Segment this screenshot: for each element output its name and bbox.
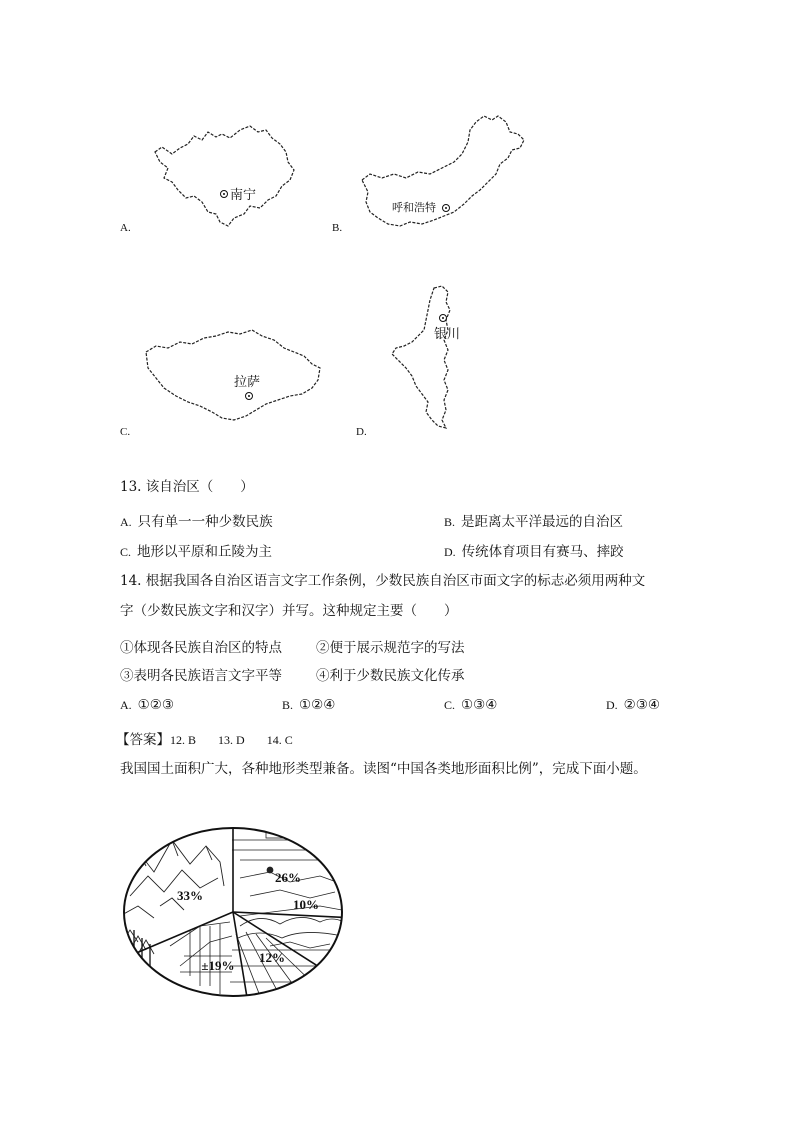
tibet-outline (146, 330, 320, 420)
map-option-d[interactable] (388, 284, 468, 434)
terrain-intro: 我国国土面积广大，各种地形类型兼备。读图“中国各类地形面积比例”，完成下面小题。 (120, 761, 647, 777)
q13-option-b[interactable]: B. 是距离太平洋最远的自治区 (444, 514, 624, 530)
q14-option-b[interactable]: B. ①②④ (282, 697, 336, 713)
city-label-a: 南宁 (230, 188, 257, 203)
pie-slice-divider-basin (233, 912, 247, 995)
q14-statement-3: ③表明各民族语言文字平等 (120, 668, 282, 684)
map-letter-b: B. (332, 222, 343, 234)
pie-slice-label-mountains: 33% (177, 888, 203, 903)
city-label-d: 银川 (434, 327, 461, 342)
answer-label: 【答案】 (116, 732, 170, 748)
answer-item-12: 12. B (170, 733, 197, 747)
q14-statement-4: ④利于少数民族文化传承 (316, 668, 465, 684)
map-option-a[interactable] (150, 122, 300, 232)
answer-line (116, 728, 299, 748)
map-option-b[interactable] (358, 112, 533, 237)
pie-slice-divider-mountains (137, 912, 233, 952)
answer-item-14: 14. C (266, 733, 293, 747)
city-label-c: 拉萨 (234, 375, 261, 390)
map-letter-c: C. (120, 426, 131, 438)
ningxia-outline (392, 286, 450, 428)
q14-stem-line1: 14. 根据我国各自治区语言文字工作条例，少数民族自治区市面文字的标志必须用两种文 (120, 573, 646, 589)
terrain-pie-chart (120, 826, 350, 1005)
pie-slice-label-plain: 12% (259, 950, 285, 965)
q14-option-a[interactable]: A. ①②③ (120, 697, 174, 713)
pie-slice-label-plateau: 26% (275, 870, 301, 885)
q14-stem-line2: 字（少数民族文字和汉字）并写。这种规定主要（ ） (120, 603, 458, 619)
q14-option-d[interactable]: D. ②③④ (606, 697, 660, 713)
q13-option-c[interactable]: C. 地形以平原和丘陵为主 (120, 544, 273, 560)
map-letter-d: D. (356, 426, 367, 438)
hills-illustration (238, 917, 344, 948)
map-letter-a: A. (120, 222, 131, 234)
q14-statement-2: ②便于展示规范字的写法 (316, 640, 465, 656)
q13-stem: 13. 该自治区（ ） (120, 479, 254, 495)
q14-option-c[interactable]: C. ①③④ (444, 697, 498, 713)
map-option-c[interactable] (142, 326, 327, 426)
pie-slice-label-basin: ±19% (201, 958, 235, 973)
q14-statement-1: ①体现各民族自治区的特点 (120, 640, 282, 656)
q13-option-d[interactable]: D. 传统体育项目有赛马、摔跤 (444, 544, 624, 560)
pie-slice-label-hills: 10% (293, 897, 319, 912)
guangxi-outline (155, 126, 294, 226)
q13-option-a[interactable]: A. 只有单一一种少数民族 (120, 514, 273, 530)
city-label-b: 呼和浩特 (392, 201, 436, 214)
answer-item-13: 13. D (218, 733, 245, 747)
